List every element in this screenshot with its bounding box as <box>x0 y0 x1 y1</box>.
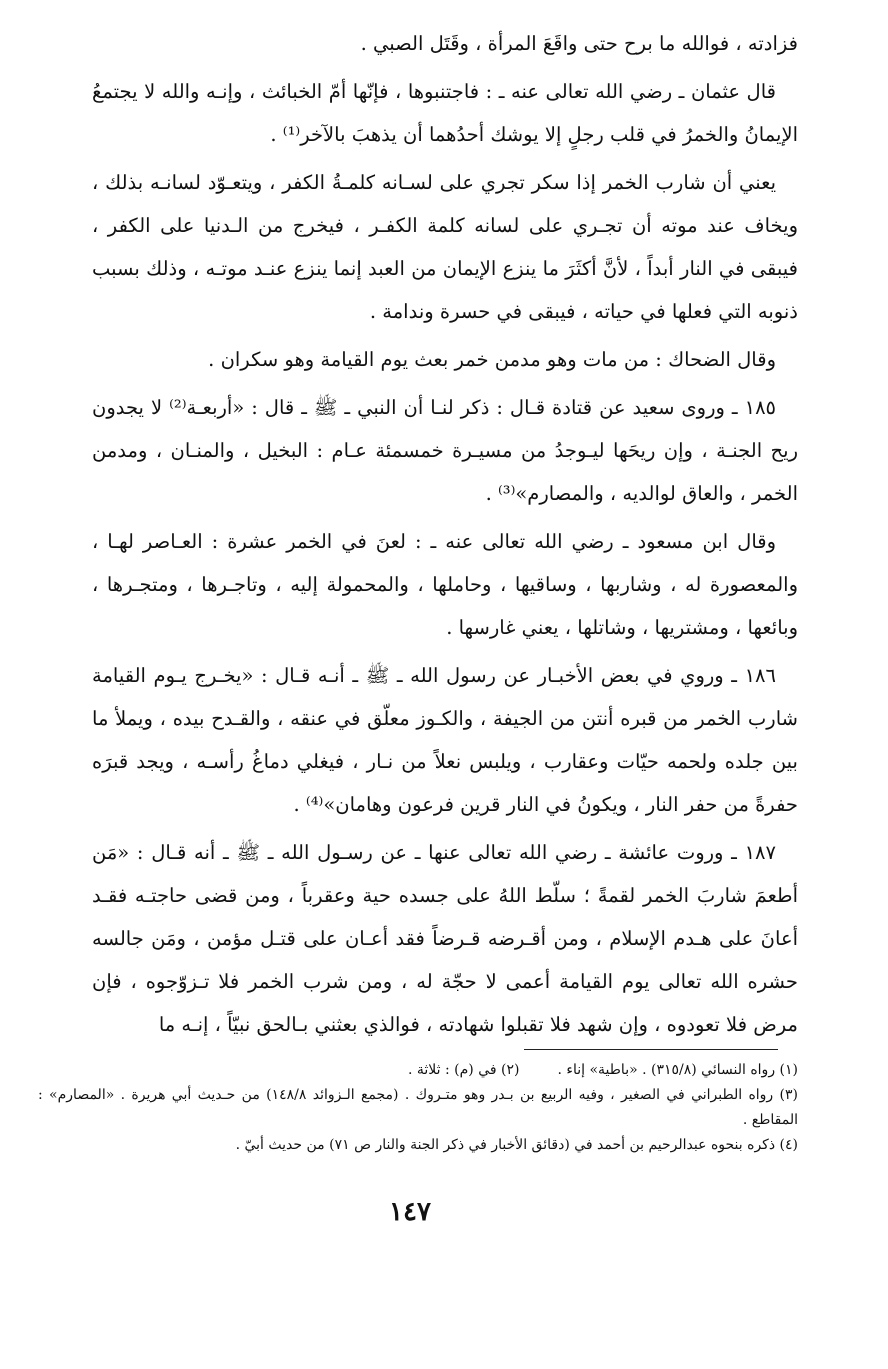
paragraph-7: ١٨٦ ـ وروي في بعض الأخبـار عن رسول الله ـ ﷺ ـ أنـه قـال : «يخـرج يـوم القيامة شارب الخمر من قبره أنتن من الجيفة ، والكـوز معلّق في عنقه ، والقـدح بيده ، ويملأ ما بين جلده ولحمه حيّات وعقارب ، ويلبس نعلاً من نـار ، فيغلي دماغُ رأسـه ، ويجد قبرَه حفرةً من حفر النار ، ويكونُ في النار قرين فرعون وهامان»⁽⁴⁾ . <box>92 664 798 816</box>
paragraph-5: ١٨٥ ـ وروى سعيد عن قتادة قـال : ذكر لنـا أن النبي ـ ﷺ ـ قال : «أربعـة⁽²⁾ لا يجدون ريح الجنـة ، وإن ريحَها ليـوجدُ من مسيـرة خمسمئة عـام : البخيل ، والمنـان ، ومدمن الخمر ، والعاق لوالديه ، والمصارم»⁽³⁾ . <box>92 396 798 505</box>
footnotes <box>38 1058 798 1158</box>
paragraph-2: قال عثمان ـ رضي الله تعالى عنه ـ : فاجتنبوها ، فإنّها أمّ الخبائث ، وإنـه والله لا يجتمعُ الإيمانُ والخمرُ في قلب رجلٍ إلا يوشك أحدُهما أن يذهبَ بالآخر⁽¹⁾ . <box>92 80 798 146</box>
paragraph-3: يعني أن شارب الخمر إذا سكر تجري على لسـانه كلمـةُ الكفر ، ويتعـوّد لسانـه بذلك ، ويخاف عند موته أن تجـري على لسانه كلمة الكفـر ، فيخرج من الـدنيا على الكفر ، فيبقى في النار أبداً ، لأنَّ أكثَرَ ما ينزع الإيمان من العبد إنما ينزع عنـد موتـه ، وذلك بسبب ذنوبه التي فعلها في حياته ، فيبقى في حسرة وندامة . <box>92 171 798 323</box>
paragraph-1: فزادته ، فوالله ما برح حتى واقَعَ المرأة ، وقَتَل الصبي . <box>360 32 798 55</box>
footnote-1: (١) رواه النسائي (٣١٥/٨) . «باطية» إناء . <box>557 1062 798 1078</box>
footnote-2: (٢) في (م) : ثلاثة . <box>408 1062 520 1078</box>
page-number: ١٤٧ <box>389 1197 431 1227</box>
footnote-divider <box>524 1049 778 1050</box>
paragraph-8: ١٨٧ ـ وروت عائشة ـ رضي الله تعالى عنها ـ عن رسـول الله ـ ﷺ ـ أنه قـال : «مَن أطعمَ شاربَ الخمر لقمةً ؛ سلّط اللهُ على جسده حية وعقرباً ، ومن قضى حاجتـه فقـد أعانَ على هـدم الإسلام ، ومن أقـرضه قـرضاً فقد أعـان على قتـل مؤمن ، ومَن جالسه حشره الله تعالى يوم القيامة أعمى لا حجّة له ، ومن شرب الخمر فلا تـزوّجوه ، فإن مرض فلا تعودوه ، وإن شهد فلا تقبلوا شهادته ، فوالذي بعثني بـالحق نبيّاً ، إنـه ما <box>92 841 798 1036</box>
paragraph-4: وقال الضحاك : من مات وهو مدمن خمر بعث يوم القيامة وهو سكران . <box>208 348 776 371</box>
footnote-4: (٤) ذكره بنحوه عبدالرحيم بن أحمد في (دقائق الأخبار في ذكر الجنة والنار ص ٧١) من حديث أبيّ . <box>235 1137 798 1153</box>
footnote-row <box>38 1058 798 1083</box>
main-text <box>92 22 798 1046</box>
footnote-3: (٣) رواه الطبراني في الصغير ، وفيه الربيع بن بـدر وهو متـروك . (مجمع الـزوائد ١٤٨/٨) من حـديث أبي هريرة . «المصارم» : المقاطع . <box>38 1087 798 1128</box>
paragraph-6: وقال ابن مسعود ـ رضي الله تعالى عنه ـ : لعنَ في الخمر عشرة : العـاصر لهـا ، والمعصورة له ، وشاربها ، وساقيها ، وحاملها ، والمحمولة إليه ، وتاجـرها ، ومتجـرها ، وبائعها ، ومشتريها ، وشاتلها ، يعني غارسها . <box>92 530 798 639</box>
